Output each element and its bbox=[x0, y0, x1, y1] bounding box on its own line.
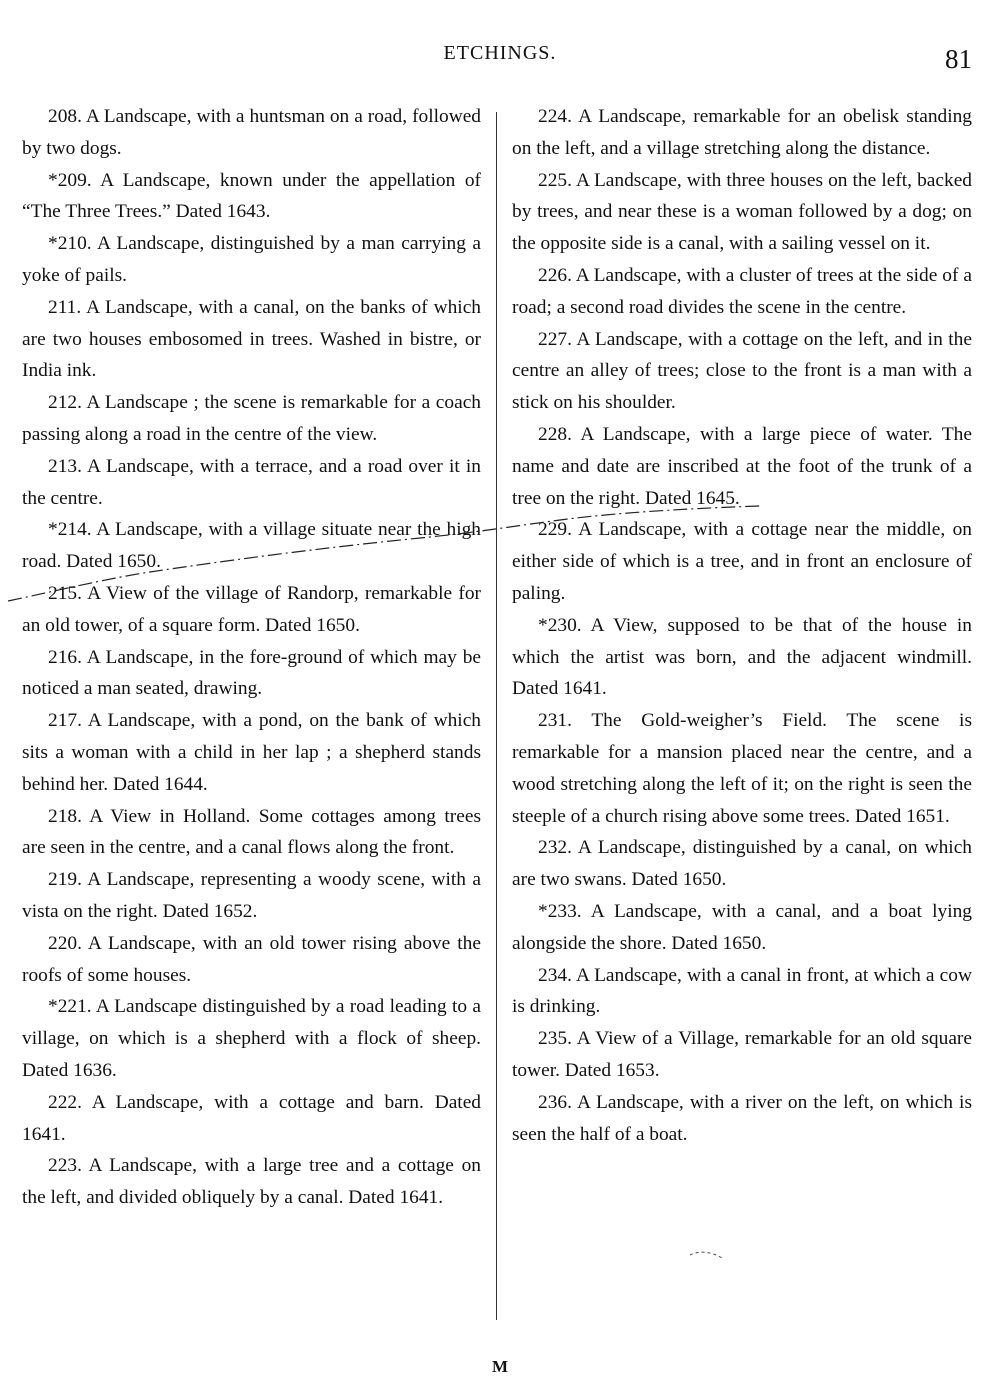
catalogue-entry: 228. A Landscape, with a large piece of water. The name and date are inscribed at the foot of the trunk of a tree on the right. Dated 1645. bbox=[512, 423, 972, 509]
catalogue-entry: 217. A Landscape, with a pond, on the bank of which sits a woman with a child in her lap ; a shepherd stands behind her. Dated 1644. bbox=[22, 710, 481, 795]
catalogue-entry: 227. A Landscape, with a cottage on the left, and in the centre an alley of trees; close to the front is a man with a stick on his shoulder. bbox=[512, 328, 972, 414]
catalogue-entry: 231. The Gold-weigher’s Field. The scene is remarkable for a mansion placed near the centre, and a wood stretching along the left of it; on the right is seen the steeple of a church rising above some trees. Dated 1651. bbox=[512, 710, 972, 827]
catalogue-entry: *209. A Landscape, known under the appellation of “The Three Trees.” Dated 1643. bbox=[22, 169, 481, 223]
catalogue-entry: 234. A Landscape, with a canal in front, at which a cow is drinking. bbox=[512, 964, 972, 1018]
catalogue-entry: 216. A Landscape, in the fore-ground of which may be noticed a man seated, drawing. bbox=[22, 646, 481, 700]
signature-mark: M bbox=[491, 1357, 509, 1376]
catalogue-entry: 232. A Landscape, distinguished by a canal, on which are two swans. Dated 1650. bbox=[512, 837, 972, 891]
catalogue-entry: *214. A Landscape, with a village situate near the high road. Dated 1650. bbox=[22, 519, 481, 573]
catalogue-entry: 226. A Landscape, with a cluster of trees at the side of a road; a second road divides the scene in the centre. bbox=[512, 264, 972, 318]
column-divider bbox=[496, 112, 497, 1320]
page-number: 81 bbox=[945, 44, 972, 74]
catalogue-entry: *221. A Landscape distinguished by a road leading to a village, on which is a shepherd with a flock of sheep. Dated 1636. bbox=[22, 996, 481, 1081]
catalogue-entry: 223. A Landscape, with a large tree and a cottage on the left, and divided obliquely by a canal. Dated 1641. bbox=[22, 1155, 481, 1209]
catalogue-entry: *210. A Landscape, distinguished by a man carrying a yoke of pails. bbox=[22, 233, 481, 286]
catalogue-entry: 236. A Landscape, with a river on the left, on which is seen the half of a boat. bbox=[512, 1091, 972, 1145]
catalogue-entry: 235. A View of a Village, remarkable for an old square tower. Dated 1653. bbox=[512, 1028, 972, 1081]
catalogue-entry: 218. A View in Holland. Some cottages among trees are seen in the centre, and a canal flows along the front. bbox=[22, 805, 481, 859]
catalogue-entry: 222. A Landscape, with a cottage and barn. Dated 1641. bbox=[22, 1091, 481, 1145]
catalogue-entry: 213. A Landscape, with a terrace, and a road over it in the centre. bbox=[22, 455, 481, 509]
right-column bbox=[512, 101, 972, 1150]
catalogue-entry: 220. A Landscape, with an old tower rising above the roofs of some houses. bbox=[22, 932, 481, 986]
catalogue-entry: 215. A View of the village of Randorp, remarkable for an old tower, of a square form. Dated 1650. bbox=[22, 582, 481, 636]
running-title: ETCHINGS. bbox=[443, 42, 557, 64]
catalogue-entry: 229. A Landscape, with a cottage near the middle, on either side of which is a tree, and in front an enclosure of paling. bbox=[512, 519, 972, 604]
catalogue-entry: 212. A Landscape ; the scene is remarkable for a coach passing along a road in the centre of the view. bbox=[22, 392, 481, 445]
catalogue-entry: 219. A Landscape, representing a woody scene, with a vista on the right. Dated 1652. bbox=[22, 869, 481, 922]
catalogue-entry: 224. A Landscape, remarkable for an obelisk standing on the left, and a village stretching along the distance. bbox=[512, 106, 972, 159]
catalogue-entry: 208. A Landscape, with a huntsman on a road, followed by two dogs. bbox=[22, 106, 481, 159]
catalogue-entry: 211. A Landscape, with a canal, on the banks of which are two houses embosomed in trees. Washed in bistre, or India ink. bbox=[22, 296, 481, 382]
left-column bbox=[22, 101, 481, 1214]
catalogue-entry: *233. A Landscape, with a canal, and a boat lying alongside the shore. Dated 1650. bbox=[512, 900, 972, 954]
catalogue-entry: *230. A View, supposed to be that of the house in which the artist was born, and the adjacent windmill. Dated 1641. bbox=[512, 614, 972, 700]
catalogue-entry: 225. A Landscape, with three houses on the left, backed by trees, and near these is a woman followed by a dog; on the opposite side is a canal, with a sailing vessel on it. bbox=[512, 169, 972, 255]
